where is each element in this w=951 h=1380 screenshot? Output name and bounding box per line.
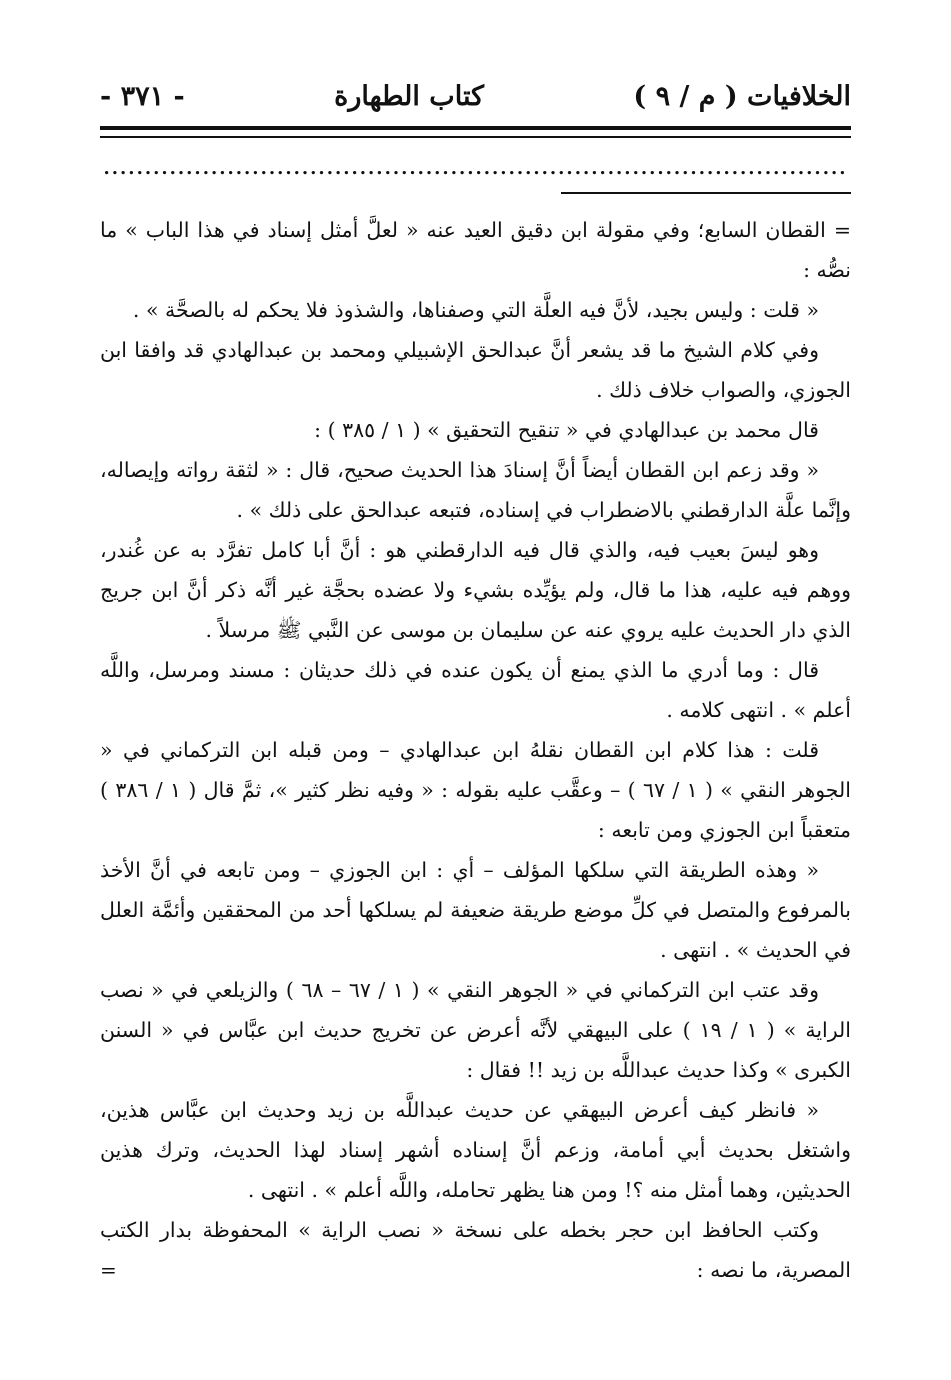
paragraph: « وهذه الطريقة التي سلكها المؤلف – أي : ابن الجوزي – ومن تابعه في أنَّ الأخذ بالمرفوع والمتصل في كلِّ موضع طريقة ضعيفة لم يسلكها أحد من المحققين وأئمَّة العلل في الحديث » . انتهى . (100, 858, 851, 962)
header-rule-thick (100, 126, 851, 130)
header-book-title: الخلافيات ( م / ٩ ) (633, 80, 851, 112)
paragraph: وكتب الحافظ ابن حجر بخطه على نسخة « نصب الراية » المحفوظة بدار الكتب المصرية، ما نصه : (100, 1218, 851, 1282)
paragraph: وقد عتب ابن التركماني في « الجوهر النقي » ( ١ / ٦٧ – ٦٨ ) والزيلعي في « نصب الراية » ( ١ / ١٩ ) على البيهقي لأنَّه أعرض عن تخريج حديث ابن عبَّاس في « السنن الكبرى » وكذا حديث عبداللَّه بن زيد !! فقال : (100, 978, 851, 1082)
running-header (100, 72, 851, 120)
header-chapter-title: كتاب الطهارة (334, 80, 484, 112)
continuation-mark: = (100, 1258, 117, 1282)
paragraph: قال محمد بن عبدالهادي في « تنقيح التحقيق » ( ١ / ٣٨٥ ) : (314, 418, 819, 442)
footnote-separator (561, 192, 851, 194)
paragraph: « قلت : وليس بجيد، لأنَّ فيه العلَّة التي وصفناها، والشذوذ فلا يحكم له بالصحَّة » . (132, 298, 819, 322)
header-rule-thin (100, 136, 851, 138)
paragraph: = القطان السابع؛ وفي مقولة ابن دقيق العيد عنه « لعلَّ أمثل إسناد في هذا الباب » ما نصُّه : (100, 218, 851, 282)
footnote-body (100, 210, 851, 1344)
paragraph: « وقد زعم ابن القطان أيضاً أنَّ إسنادَ هذا الحديث صحيح، قال : « لثقة رواته وإيصاله، وإنَّما علَّة الدارقطني بالاضطراب في إسناده، فتبعه عبدالحق على ذلك » . (100, 458, 851, 522)
last-paragraph-wrapper (100, 1210, 851, 1290)
dotted-continuation-line: .......................................................................................... (103, 158, 848, 179)
paragraph: قال : وما أدري ما الذي يمنع أن يكون عنده في ذلك حديثان : مسند ومرسل، واللَّه أعلم » . انتهى كلامه . (100, 658, 851, 722)
page-number: - ٣٧١ - (100, 80, 185, 112)
paragraph: وهو ليسَ بعيب فيه، والذي قال فيه الدارقطني هو : أنَّ أبا كامل تفرَّد به عن غُندر، ووهم فيه عليه، هذا ما قال، ولم يؤيِّده بشيء ولا عضده بحجَّة غير أنَّه ذكر أنَّ ابن جريج الذي دار الحديث عليه يروي عنه عن سليمان بن موسى عن النَّبي ﷺ مرسلاً . (100, 538, 851, 642)
paragraph: وفي كلام الشيخ ما قد يشعر أنَّ عبدالحق الإشبيلي ومحمد بن عبدالهادي قد وافقا ابن الجوزي، والصواب خلاف ذلك . (100, 338, 851, 402)
paragraph: قلت : هذا كلام ابن القطان نقلهُ ابن عبدالهادي – ومن قبله ابن التركماني في « الجوهر النقي » ( ١ / ٦٧ ) – وعقَّب عليه بقوله : « وفيه نظر كثير »، ثمَّ قال ( ١ / ٣٨٦ ) متعقباً ابن الجوزي ومن تابعه : (100, 738, 851, 842)
paragraph: « فانظر كيف أعرض البيهقي عن حديث عبداللَّه بن زيد وحديث ابن عبَّاس هذين، واشتغل بحديث أبي أمامة، وزعم أنَّ إسناده أشهر إسناد لهذا الحديث، وترك هذين الحديثين، وهما أمثل منه ؟! ومن هنا يظهر تحامله، واللَّه أعلم » . انتهى . (100, 1098, 851, 1202)
